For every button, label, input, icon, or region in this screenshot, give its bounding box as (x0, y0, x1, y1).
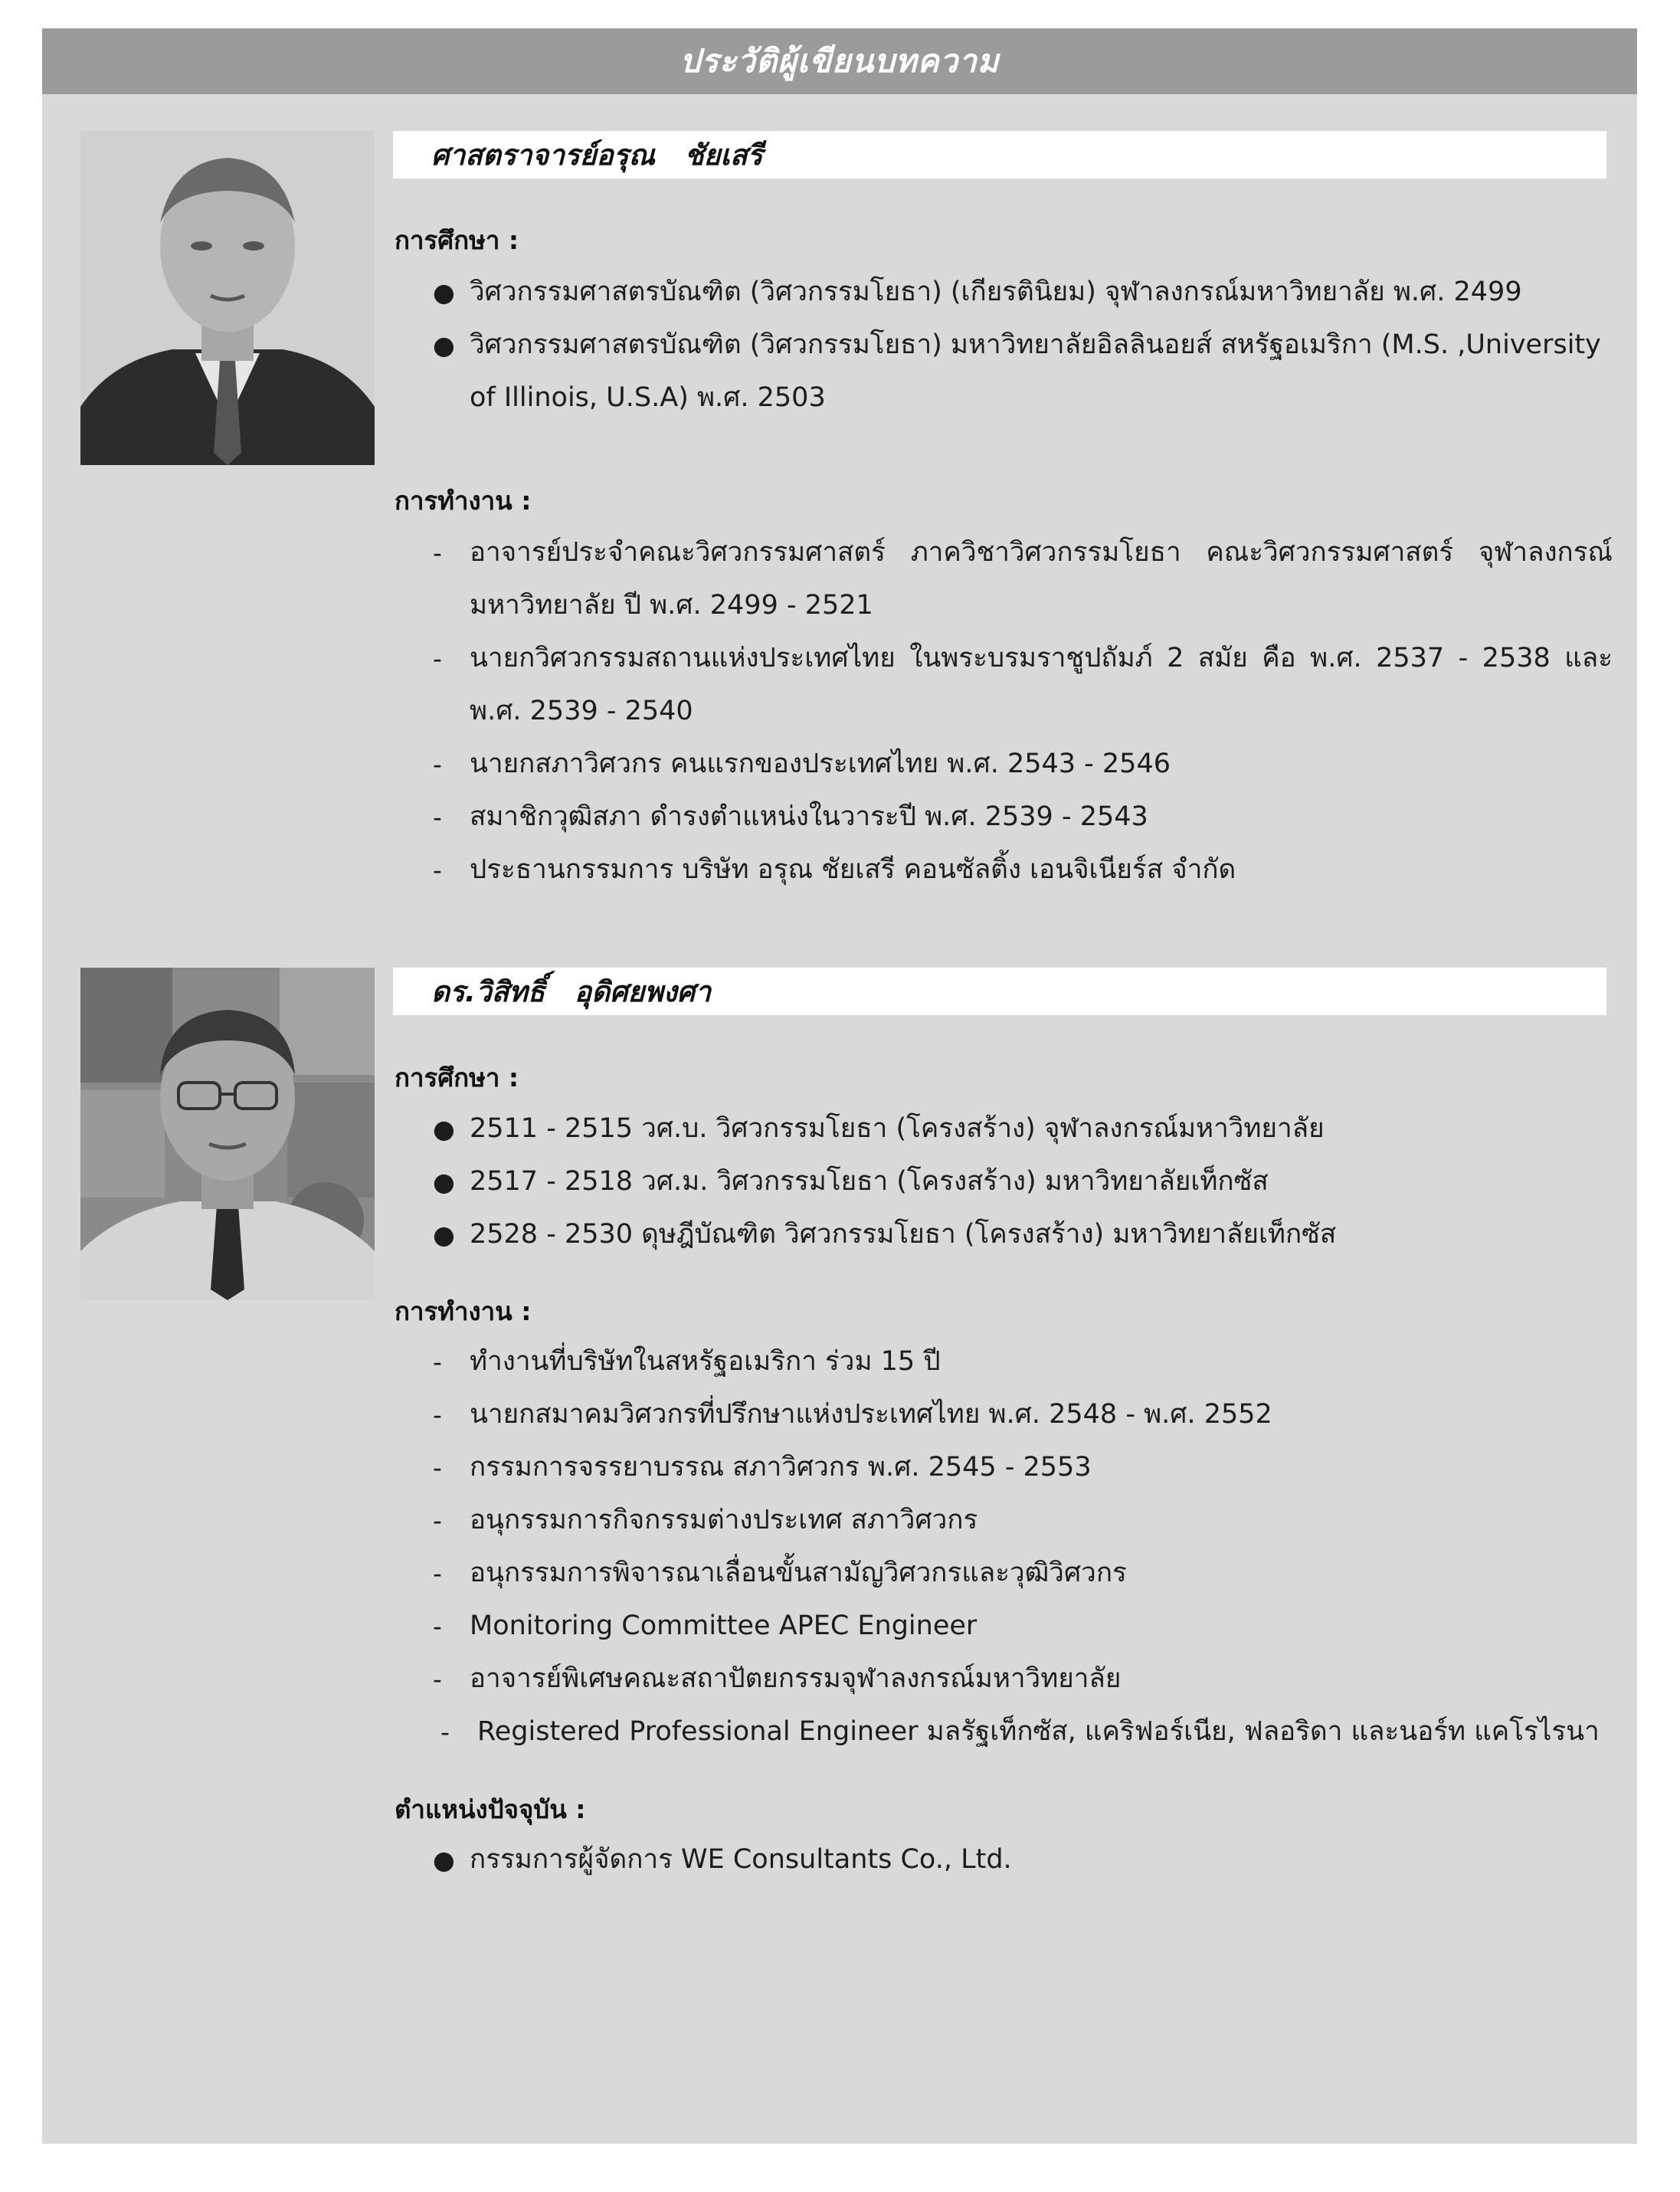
author-2-photo (80, 968, 375, 1300)
list-item: - ประธานกรรมการ บริษัท อรุณ ชัยเสรี คอนซัลติ้ง เอนจิเนียร์ส จำกัด (433, 844, 1613, 896)
author-1-work-heading: การทำงาน : (395, 486, 532, 516)
bullet-icon: ● (433, 277, 455, 307)
dash-icon: - (440, 1717, 450, 1747)
author-2-education-list (433, 1103, 1613, 1261)
dash-icon: - (433, 1400, 442, 1430)
dash-icon: - (433, 644, 442, 673)
bullet-icon: ● (433, 330, 455, 360)
dash-icon: - (433, 1453, 442, 1483)
list-item: - Registered Professional Engineer มลรัฐเท็กซัส, แคริฟอร์เนีย, ฟลอริดา และนอร์ท แคโรไรนา (433, 1705, 1613, 1758)
list-item: ● 2517 - 2518 วศ.ม. วิศวกรรมโยธา (โครงสร้าง) มหาวิทยาลัยเท็กซัส (433, 1155, 1613, 1208)
list-item: - Monitoring Committee APEC Engineer (433, 1600, 1613, 1653)
author-2-education-heading: การศึกษา : (395, 1063, 519, 1093)
list-item: - อนุกรรมการกิจกรรมต่างประเทศ สภาวิศวกร (433, 1494, 1613, 1547)
dash-icon: - (433, 1506, 442, 1535)
list-item: ● 2511 - 2515 วศ.บ. วิศวกรรมโยธา (โครงสร้าง) จุฬาลงกรณ์มหาวิทยาลัย (433, 1103, 1613, 1155)
author-2-work-heading: การทำงาน : (395, 1296, 532, 1326)
author-2-name: ดร.วิสิทธิ์ อุดิศยพงศา (431, 975, 712, 1008)
list-item: - นายกสมาคมวิศวกรที่ปรึกษาแห่งประเทศไทย พ.ศ. 2548 - พ.ศ. 2552 (433, 1388, 1613, 1441)
dash-icon: - (433, 1664, 442, 1694)
bullet-icon: ● (433, 1167, 455, 1197)
biography-panel (42, 28, 1637, 2144)
author-1-name-bar (393, 131, 1606, 179)
dash-icon: - (433, 538, 442, 568)
author-1-portrait (80, 131, 375, 465)
header-bar (42, 28, 1637, 94)
list-item: - อนุกรรมการพิจารณาเลื่อนขั้นสามัญวิศวกรและวุฒิวิศวกร (433, 1547, 1613, 1600)
list-item: - อาจารย์ประจำคณะวิศวกรรมศาสตร์ ภาควิชาวิศวกรรมโยธา คณะวิศวกรรมศาสตร์ จุฬาลงกรณ์มหาวิทยาลัย ปี พ.ศ. 2499 - 2521 (433, 526, 1613, 632)
list-item: - อาจารย์พิเศษคณะสถาปัตยกรรมจุฬาลงกรณ์มหาวิทยาลัย (433, 1653, 1613, 1705)
page-title: ประวัติผู้เขียนบทความ (680, 42, 1000, 80)
dash-icon: - (433, 749, 442, 779)
author-1-name: ศาสตราจารย์อรุณ ชัยเสรี (431, 138, 763, 172)
list-item: - สมาชิกวุฒิสภา ดำรงตำแหน่งในวาระปี พ.ศ. 2539 - 2543 (433, 791, 1613, 844)
author-2-portrait (80, 968, 375, 1300)
bullet-icon: ● (433, 1220, 455, 1250)
author-1-education-list (433, 266, 1613, 424)
dash-icon: - (433, 855, 442, 885)
list-item: ● 2528 - 2530 ดุษฎีบัณฑิต วิศวกรรมโยธา (โครงสร้าง) มหาวิทยาลัยเท็กซัส (433, 1208, 1613, 1261)
bullet-icon: ● (433, 1114, 455, 1144)
list-item: ● กรรมการผู้จัดการ WE Consultants Co., Ltd. (433, 1833, 1613, 1886)
author-1-education-heading: การศึกษา : (395, 225, 519, 255)
list-item: - นายกวิศวกรรมสถานแห่งประเทศไทย ในพระบรมราชูปถัมภ์ 2 สมัย คือ พ.ศ. 2537 - 2538 และ พ.ศ. 2539 - 2540 (433, 632, 1613, 738)
author-1-photo (80, 131, 375, 465)
author-2-position-list (433, 1833, 1613, 1886)
list-item: - นายกสภาวิศวกร คนแรกของประเทศไทย พ.ศ. 2543 - 2546 (433, 738, 1613, 791)
bullet-icon: ● (433, 1845, 455, 1875)
dash-icon: - (433, 1347, 442, 1377)
list-item: ● วิศวกรรมศาสตรบัณฑิต (วิศวกรรมโยธา) มหาวิทยาลัยอิลลินอยส์ สหรัฐอเมริกา (M.S. ,University of Illinois, U.S.A) พ.ศ. 2503 (433, 319, 1613, 424)
author-2-work-list (433, 1335, 1613, 1758)
dash-icon: - (433, 1611, 442, 1641)
list-item: - กรรมการจรรยาบรรณ สภาวิศวกร พ.ศ. 2545 - 2553 (433, 1441, 1613, 1494)
author-1-work-list (433, 526, 1613, 896)
author-2-position-heading: ตำแหน่งปัจจุบัน : (395, 1794, 586, 1824)
list-item: - ทำงานที่บริษัทในสหรัฐอเมริกา ร่วม 15 ปี (433, 1335, 1613, 1388)
list-item: ● วิศวกรรมศาสตรบัณฑิต (วิศวกรรมโยธา) (เกียรตินิยม) จุฬาลงกรณ์มหาวิทยาลัย พ.ศ. 2499 (433, 266, 1613, 319)
dash-icon: - (433, 1558, 442, 1588)
author-2-name-bar (393, 968, 1606, 1015)
dash-icon: - (433, 802, 442, 832)
